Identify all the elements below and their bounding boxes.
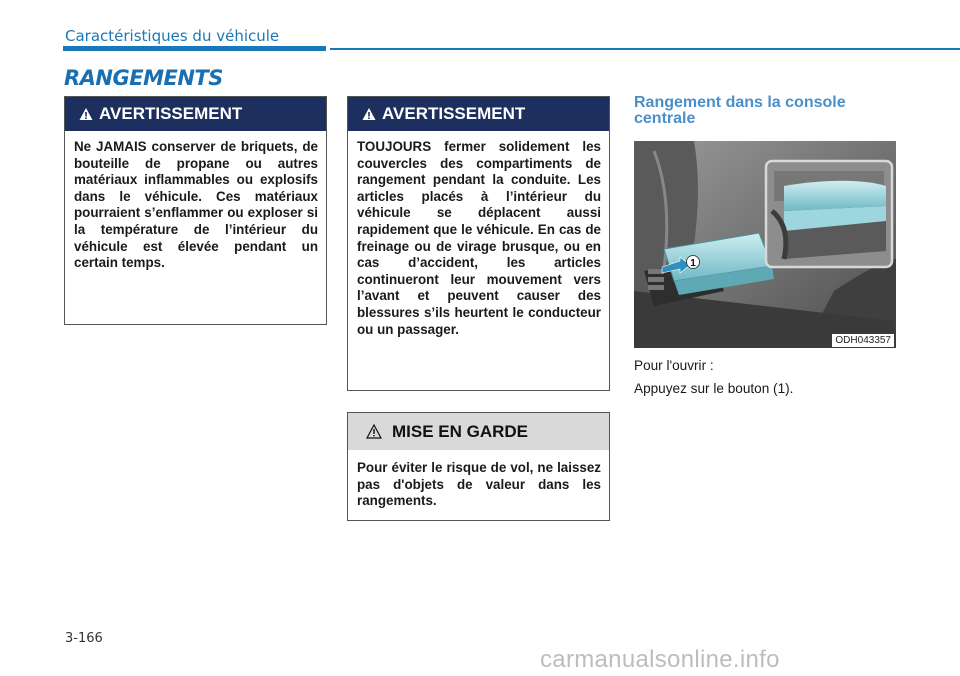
console-armrest-photo [634, 141, 896, 348]
caution-text: Pour éviter le risque de vol, ne laissez pas d'objets de valeur dans les rangements. [357, 460, 601, 509]
warning-triangle-icon [362, 107, 376, 121]
warning-title: AVERTISSEMENT [382, 104, 526, 123]
warning-header [348, 97, 609, 131]
console-storage-heading: Rangement dans la console centrale [634, 94, 846, 127]
page-title: RANGEMENTS [64, 66, 223, 90]
warning-text: Ne JAMAIS conserver de briquets, de bouteille de propane ou autres matériaux inflammables ou explosifs dans le véhicule. Ces matériaux pourraient s’enflammer ou exploser si la température de l’intérieur du véhicule est élevée pendant un certain temps. [74, 139, 318, 271]
header-rule-thin [330, 48, 960, 50]
header-rule-thick [63, 46, 326, 51]
open-instruction-step: Appuyez sur le bouton (1). [634, 381, 794, 396]
warning-text: TOUJOURS fermer solidement les couvercles des compartiments de rangement pendant la conduite. Les articles placés à l’intérieur du véhicule se déplacent aussi rapidement que le véhicule. En cas de freinage ou de virage brusque, ou en cas d’accident, les articles continueront leur mouvement vers l’avant et peuvent causer des blessures s’ils heurtent le conducteur ou un passager. [357, 139, 601, 337]
warning-header [65, 97, 326, 131]
warning-box-secure-lids [347, 96, 610, 391]
section-header: Caractéristiques du véhicule [65, 27, 280, 45]
watermark: carmanualsonline.info [540, 646, 780, 673]
warning-title: AVERTISSEMENT [99, 104, 243, 123]
caution-title: MISE EN GARDE [392, 421, 529, 441]
image-code-label: ODH043357 [832, 334, 894, 347]
callout-number: 1 [690, 258, 696, 269]
page-number: 3-166 [65, 631, 103, 646]
console-illustration [634, 141, 896, 348]
caution-header [348, 413, 609, 450]
warning-triangle-icon [79, 107, 93, 121]
warning-box-flammables [64, 96, 327, 325]
caution-triangle-icon [366, 424, 382, 439]
open-instruction-label: Pour l'ouvrir : [634, 358, 714, 373]
caution-box-theft [347, 412, 610, 521]
